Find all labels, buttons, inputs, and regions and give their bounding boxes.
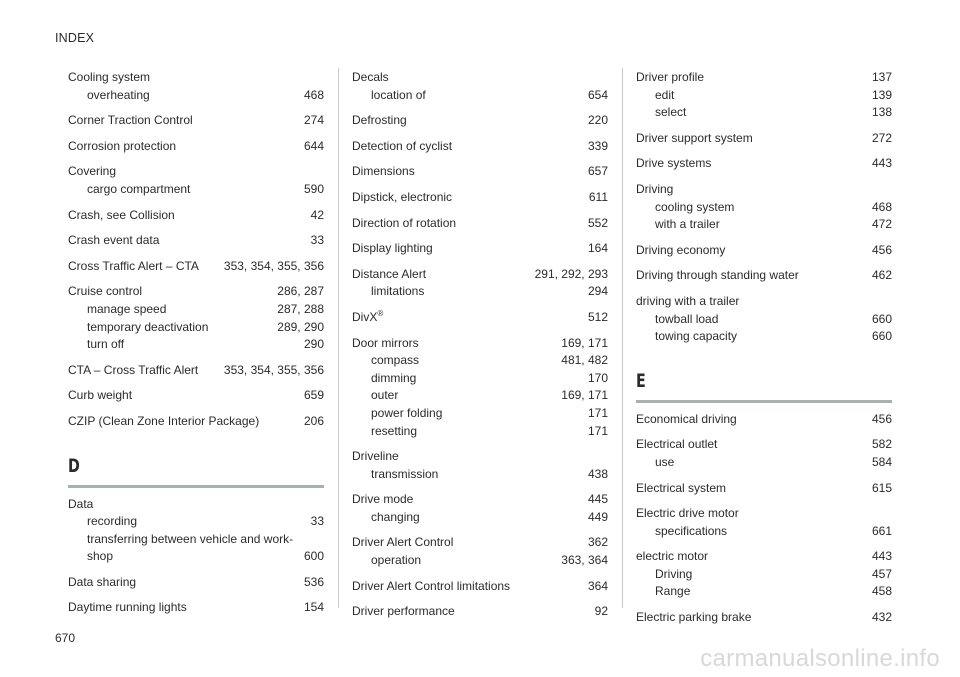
index-entry-main[interactable]	[68, 69, 324, 87]
index-column-3	[636, 60, 892, 627]
index-entry-main[interactable]	[68, 496, 324, 514]
index-subentry[interactable]	[352, 405, 608, 423]
index-entry	[636, 480, 892, 498]
page-number: 670	[55, 631, 76, 645]
entry-label: transferring between vehicle and work-	[87, 531, 294, 546]
index-subentry[interactable]	[352, 423, 608, 441]
registered-mark: ®	[377, 308, 384, 318]
entry-label: Driving economy	[636, 242, 726, 257]
index-entry-main[interactable]	[68, 599, 324, 617]
index-entry-main[interactable]	[352, 215, 608, 233]
entry-label: limitations	[371, 284, 425, 299]
index-subentry[interactable]	[68, 87, 324, 105]
entry-label: specifications	[655, 523, 728, 538]
entry-pages: 600	[303, 549, 324, 564]
entry-pages: 92	[594, 604, 608, 619]
entry-label: select	[655, 105, 687, 120]
index-entry	[68, 207, 324, 225]
index-subentry[interactable]	[352, 509, 608, 527]
index-entry-main[interactable]	[68, 232, 324, 250]
index-entry	[68, 574, 324, 592]
entry-label: edit	[655, 87, 675, 102]
entry-label: recording	[87, 514, 138, 529]
entry-label: towing capacity	[655, 329, 738, 344]
entry-label: Driveline	[352, 449, 399, 464]
index-entry-main[interactable]	[636, 130, 892, 148]
entry-label: Electric parking brake	[636, 610, 752, 625]
entry-pages: 291, 292, 293	[534, 266, 608, 281]
index-subentry[interactable]	[636, 583, 892, 601]
entry-label: temporary deactivation	[87, 319, 209, 334]
entry-label: location of	[371, 87, 426, 102]
entry-pages: 206	[303, 413, 324, 428]
entry-pages: 657	[587, 164, 608, 179]
entry-pages: 644	[303, 138, 324, 153]
entry-pages: 272	[871, 130, 892, 145]
section-rule	[636, 400, 892, 403]
index-entry-main[interactable]	[352, 335, 608, 353]
index-subentry[interactable]	[68, 319, 324, 337]
index-entry	[352, 163, 608, 181]
entry-label: manage speed	[87, 301, 167, 316]
entry-label: Data	[68, 496, 94, 511]
index-entry-main[interactable]	[352, 534, 608, 552]
index-subentry[interactable]	[636, 523, 892, 541]
page-header-title: INDEX	[55, 31, 95, 45]
index-entry	[68, 163, 324, 198]
entry-pages: 481, 482	[561, 353, 608, 368]
index-entry	[636, 267, 892, 285]
entry-pages: 363, 364	[561, 553, 608, 568]
entry-label: Driver Alert Control	[352, 535, 454, 550]
index-entry-main[interactable]	[352, 69, 608, 87]
index-entry-main[interactable]	[636, 411, 892, 429]
entry-pages: 536	[303, 574, 324, 589]
entry-pages: 139	[871, 87, 892, 102]
index-entry	[68, 496, 324, 566]
entry-label: shop	[87, 549, 114, 564]
entry-label: Corner Traction Control	[68, 113, 193, 128]
index-entry-main[interactable]	[352, 138, 608, 156]
index-subentry[interactable]	[636, 216, 892, 234]
entry-label: with a trailer	[655, 217, 720, 232]
index-entry	[68, 112, 324, 130]
entry-label: Range	[655, 584, 691, 599]
entry-label: Covering	[68, 164, 117, 179]
index-subentry[interactable]	[68, 531, 324, 549]
index-entry	[636, 181, 892, 234]
index-entry-main[interactable]	[68, 138, 324, 156]
index-entry-main[interactable]	[636, 293, 892, 311]
index-entry	[636, 505, 892, 540]
index-entry	[352, 578, 608, 596]
entry-label: turn off	[87, 337, 125, 352]
entry-pages: 33	[310, 233, 324, 248]
index-subentry[interactable]	[68, 548, 324, 566]
index-subentry[interactable]	[636, 104, 892, 122]
index-entry-main[interactable]	[352, 240, 608, 258]
entry-label: resetting	[371, 423, 418, 438]
entry-pages: 659	[303, 388, 324, 403]
entry-label: Daytime running lights	[68, 600, 187, 615]
entry-label: electric motor	[636, 549, 709, 564]
entry-pages: 661	[871, 523, 892, 538]
index-entry	[636, 548, 892, 601]
index-entry-main[interactable]	[352, 491, 608, 509]
entry-pages: 169, 171	[561, 388, 608, 403]
index-subentry[interactable]	[352, 552, 608, 570]
entry-label: Data sharing	[68, 574, 137, 589]
index-entry-main[interactable]	[636, 609, 892, 627]
index-subentry[interactable]	[636, 87, 892, 105]
index-entry	[352, 69, 608, 104]
index-entry	[352, 335, 608, 441]
index-entry	[68, 387, 324, 405]
entry-label: Economical driving	[636, 411, 737, 426]
entry-pages: 33	[310, 514, 324, 529]
index-entry	[352, 309, 608, 327]
index-entry-main[interactable]	[68, 574, 324, 592]
index-entry	[636, 293, 892, 346]
entry-pages: 290	[303, 337, 324, 352]
column-divider	[338, 68, 339, 608]
index-entry	[68, 283, 324, 353]
entry-pages: 171	[587, 423, 608, 438]
index-entry-main[interactable]	[636, 480, 892, 498]
index-entry-main[interactable]	[352, 578, 608, 596]
index-entry-main[interactable]	[636, 155, 892, 173]
entry-pages: 456	[871, 411, 892, 426]
entry-pages: 353, 354, 355, 356	[223, 258, 324, 273]
index-entry-main[interactable]	[68, 362, 324, 380]
entry-pages: 171	[587, 405, 608, 420]
index-entry-main[interactable]	[352, 309, 608, 327]
entry-label: Detection of cyclist	[352, 138, 453, 153]
entry-label: CZIP (Clean Zone Interior Package)	[68, 413, 260, 428]
index-entry	[68, 413, 324, 431]
entry-pages: 137	[871, 70, 892, 84]
entry-label: CTA – Cross Traffic Alert	[68, 362, 199, 377]
entry-pages: 42	[310, 207, 324, 222]
index-entry	[352, 266, 608, 301]
entry-label: Electrical outlet	[636, 437, 718, 452]
index-entry	[68, 232, 324, 250]
index-entry	[636, 436, 892, 471]
index-entry-main[interactable]	[68, 207, 324, 225]
entry-label: Drive mode	[352, 492, 414, 507]
section-letter: D	[68, 454, 80, 477]
section-rule	[68, 485, 324, 488]
index-subentry[interactable]	[636, 566, 892, 584]
index-entry	[352, 603, 608, 621]
watermark-text: carmanualsonline.info	[700, 645, 940, 672]
entry-pages: 611	[588, 189, 608, 204]
index-entry	[352, 138, 608, 156]
column-divider	[622, 68, 623, 608]
entry-pages: 449	[587, 509, 608, 524]
entry-label: Door mirrors	[352, 335, 419, 350]
entry-pages: 164	[587, 241, 608, 256]
entry-label: Electric drive motor	[636, 506, 739, 521]
index-entry	[636, 69, 892, 122]
entry-pages: 552	[587, 215, 608, 230]
index-entry-main[interactable]	[68, 283, 324, 301]
index-subentry[interactable]	[352, 352, 608, 370]
index-entry	[68, 258, 324, 276]
entry-label: changing	[371, 509, 420, 524]
entry-label: Driving through standing water	[636, 268, 799, 283]
index-entry-main[interactable]	[636, 69, 892, 87]
index-subentry[interactable]	[68, 513, 324, 531]
entry-label: dimming	[371, 370, 417, 385]
index-entry-main[interactable]	[68, 387, 324, 405]
entry-label: transmission	[371, 466, 439, 481]
entry-label: Driver support system	[636, 130, 753, 145]
entry-pages: 512	[587, 309, 608, 324]
entry-pages: 615	[871, 480, 892, 495]
entry-pages: 169, 171	[561, 335, 608, 350]
index-entry-main[interactable]	[352, 112, 608, 130]
entry-pages: 438	[587, 466, 608, 481]
index-entry-main[interactable]	[636, 505, 892, 523]
entry-pages: 170	[587, 370, 608, 385]
index-subentry[interactable]	[68, 336, 324, 354]
entry-label: compass	[371, 353, 420, 368]
entry-pages: 339	[587, 138, 608, 153]
entry-label: Direction of rotation	[352, 215, 457, 230]
entry-label: Driving	[636, 181, 674, 196]
index-entry	[68, 599, 324, 617]
entry-pages: 590	[303, 181, 324, 196]
entry-label: outer	[371, 388, 399, 403]
entry-label: DivX	[352, 309, 378, 324]
index-subentry[interactable]	[636, 454, 892, 472]
index-entry-main[interactable]	[636, 548, 892, 566]
entry-label: Driving	[655, 566, 693, 581]
entry-label: overheating	[87, 87, 150, 102]
index-entry	[636, 609, 892, 627]
index-entry-main[interactable]	[636, 242, 892, 260]
entry-label: driving with a trailer	[636, 293, 740, 308]
index-entry-main[interactable]	[636, 267, 892, 285]
entry-label: Crash event data	[68, 233, 160, 248]
index-entry	[68, 69, 324, 104]
index-entry	[636, 155, 892, 173]
index-entry-main[interactable]	[68, 163, 324, 181]
index-entry-main[interactable]	[68, 413, 324, 431]
index-entry	[352, 215, 608, 233]
entry-label-group	[352, 309, 383, 327]
entry-pages: 274	[303, 113, 324, 128]
index-entry	[636, 242, 892, 260]
entry-label: Corrosion protection	[68, 138, 177, 153]
index-entry	[68, 138, 324, 156]
index-entry	[68, 362, 324, 380]
index-subentry[interactable]	[636, 199, 892, 217]
entry-label: towball load	[655, 311, 719, 326]
entry-pages: 353, 354, 355, 356	[223, 362, 324, 377]
section-letter: E	[636, 369, 646, 392]
entry-label: Decals	[352, 70, 389, 84]
entry-label: Drive systems	[636, 156, 712, 171]
index-entry	[352, 240, 608, 258]
entry-pages: 472	[871, 217, 892, 232]
entry-label: Curb weight	[68, 388, 133, 403]
entry-pages: 468	[303, 87, 324, 102]
index-entry-main[interactable]	[352, 448, 608, 466]
index-entry	[636, 411, 892, 429]
index-entry-main[interactable]	[352, 266, 608, 284]
entry-label: Distance Alert	[352, 266, 427, 281]
entry-label: Cross Traffic Alert – CTA	[68, 258, 199, 273]
index-entry-main[interactable]	[636, 181, 892, 199]
index-entry-main[interactable]	[352, 603, 608, 621]
entry-pages: 287, 288	[277, 301, 324, 316]
entry-pages: 138	[871, 105, 892, 120]
entry-pages: 468	[871, 199, 892, 214]
index-entry-main[interactable]	[68, 112, 324, 130]
index-subentry[interactable]	[352, 466, 608, 484]
entry-pages: 456	[871, 242, 892, 257]
index-subentry[interactable]	[636, 328, 892, 346]
index-subentry[interactable]	[352, 387, 608, 405]
entry-label: Cooling system	[68, 70, 151, 84]
entry-pages: 654	[587, 87, 608, 102]
index-subentry[interactable]	[352, 87, 608, 105]
index-entry	[352, 448, 608, 483]
entry-label: cooling system	[655, 199, 735, 214]
entry-pages: 154	[303, 600, 324, 615]
index-entry-main[interactable]	[352, 163, 608, 181]
index-entry	[352, 112, 608, 130]
index-entry-main[interactable]	[352, 189, 608, 207]
entry-pages: 660	[871, 329, 892, 344]
index-entry	[352, 189, 608, 207]
index-subentry[interactable]	[68, 181, 324, 199]
section-heading-e	[636, 370, 892, 403]
index-entry-main[interactable]	[68, 258, 324, 276]
entry-pages: 458	[871, 584, 892, 599]
entry-pages: 462	[871, 268, 892, 283]
entry-label: use	[655, 454, 675, 469]
index-entry	[636, 130, 892, 148]
index-entry-main[interactable]	[636, 436, 892, 454]
entry-pages: 220	[587, 113, 608, 128]
index-subentry[interactable]	[352, 283, 608, 301]
entry-pages: 443	[871, 156, 892, 171]
entry-pages: 432	[871, 610, 892, 625]
index-subentry[interactable]	[68, 301, 324, 319]
entry-label: Display lighting	[352, 241, 433, 256]
entry-pages: 445	[587, 492, 608, 507]
entry-pages: 364	[587, 578, 608, 593]
entry-pages: 457	[871, 566, 892, 581]
index-column-1	[68, 60, 324, 617]
entry-label: Driver performance	[352, 604, 455, 619]
entry-pages: 294	[587, 284, 608, 299]
entry-label: power folding	[371, 405, 443, 420]
entry-label: Crash, see Collision	[68, 207, 175, 222]
index-entry	[352, 491, 608, 526]
entry-label: Electrical system	[636, 480, 727, 495]
index-entry	[352, 534, 608, 569]
entry-label: Driver profile	[636, 70, 705, 84]
index-subentry[interactable]	[636, 311, 892, 329]
entry-label: Driver Alert Control limitations	[352, 578, 511, 593]
entry-label: Dipstick, electronic	[352, 189, 453, 204]
entry-label: Dimensions	[352, 164, 415, 179]
index-column-2	[352, 60, 608, 621]
index-subentry[interactable]	[352, 370, 608, 388]
entry-pages: 660	[871, 311, 892, 326]
entry-pages: 584	[871, 454, 892, 469]
entry-label: operation	[371, 553, 422, 568]
entry-label: Cruise control	[68, 284, 143, 299]
entry-pages: 362	[587, 535, 608, 550]
entry-pages: 289, 290	[277, 319, 324, 334]
entry-label: cargo compartment	[87, 181, 191, 196]
entry-pages: 286, 287	[277, 284, 324, 299]
entry-pages: 582	[871, 437, 892, 452]
section-heading-d	[68, 455, 324, 488]
entry-label: Defrosting	[352, 113, 407, 128]
entry-pages: 443	[871, 549, 892, 564]
